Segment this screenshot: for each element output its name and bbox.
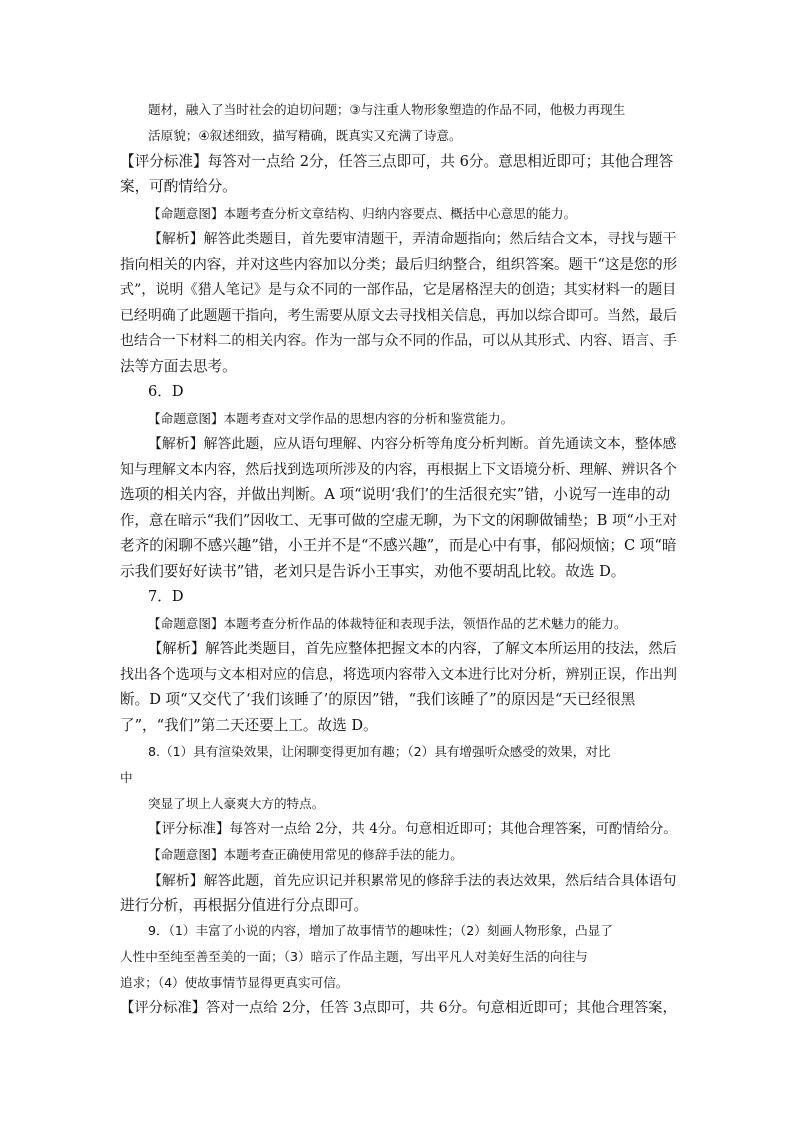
intent-8: 【命题意图】本题考查正确使用常见的修辞手法的能力。	[148, 847, 463, 862]
analysis-8-line-1: 【解析】解答此题，首先应识记并积累常见的修辞手法的表达效果，然后结合具体语句	[148, 873, 677, 889]
answer9-line-2: 人性中至纯至善至美的一面；（3）暗示了作品主题，写出平凡人对美好生活的向往与	[120, 949, 588, 964]
analysis-7-line-4: 了”，“我们”第二天还要上工。故选 D。	[120, 717, 378, 734]
scoring-standard-5-line-1: 【评分标准】每答对一点给 2分，任答三点即可，共 6分。意思相近即可；其他合理答	[120, 153, 674, 170]
analysis-7-line-2: 找出各个选项与文本相对应的信息，将选项内容带入文本进行比对分析，辨别正误，作出判	[120, 667, 677, 683]
analysis-8-line-2: 进行分析，再根据分值进行分点即可。	[120, 897, 369, 914]
analysis-7-line-1: 【解析】解答此类题目，首先应整体把握文本的内容，了解文本所运用的技法，然后	[148, 641, 677, 657]
answer5-text-line-1: 题材，融入了当时社会的迫切问题；③与注重人物形象塑造的作品不同，他极力再现生	[148, 102, 626, 117]
analysis-6-line-2: 知与理解文本内容，然后找到选项所涉及的内容，再根据上下文语境分析、理解、辨识各个	[120, 462, 677, 478]
intent-7: 【命题意图】本题考查分析作品的体裁特征和表现手法，领悟作品的艺术魅力的能力。	[148, 616, 627, 631]
analysis-6-line-5: 老齐的闲聊不感兴趣”错，小王并不是“不感兴趣”，而是心中有事，郁闷烦恼；C 项“暗	[120, 537, 677, 554]
answer9-line-1: 9．（1）丰富了小说的内容，增加了故事情节的趣味性；（2）刻画人物形象，凸显了	[148, 923, 613, 938]
analysis-6-line-6: 示我们要好好读书”错，老刘只是告诉小王事实，劝他不要胡乱比较。故选 D。	[120, 563, 626, 580]
analysis-5-line-1: 【解析】解答此类题目，首先要审清题干，弄清命题指向；然后结合文本，寻找与题干	[148, 231, 677, 247]
answer-6: 6．D	[148, 383, 184, 400]
analysis-5-line-6: 法等方面去思考。	[120, 358, 237, 375]
analysis-6-line-3: 选项的相关内容，并做出判断。A 项“说明‘我们’的生活很充实”错，小说写一连串的动	[120, 486, 671, 503]
scoring-standard-5-line-2: 案，可酌情给分。	[120, 178, 237, 195]
analysis-5-line-3: 式”，说明《猎人笔记》是与众不同的一部作品，它是屠格涅夫的创造；其实材料一的题目	[120, 282, 677, 298]
answer-7: 7．D	[148, 588, 184, 605]
analysis-7-line-3: 断。D 项“又交代了‘我们该睡了’的原因”错，“我们该睡了”的原因是“天已经很黑	[120, 691, 636, 708]
answer9-line-3: 追求；（4）使故事情节显得更真实可信。	[120, 975, 349, 990]
answer5-text-line-2: 活原貌；④叙述细致，描写精确，既真实又充满了诗意。	[148, 128, 462, 143]
scoring-standard-8: 【评分标准】每答对一点给 2分，共 4分。句意相近即可；其他合理答案，可酌情给分。	[148, 821, 677, 837]
answer8-line-2: 中	[120, 770, 133, 785]
analysis-6-line-4: 作，意在暗示“我们”因收工、无事可做的空虚无聊，为下文的闲聊做铺垫；B 项“小王对	[120, 513, 678, 529]
answer8-line-1: 8.（1）具有渲染效果，让闲聊变得更加有趣；（2）具有增强听众感受的效果，对比	[148, 744, 611, 759]
analysis-5-line-5: 也结合一下材料二的相关内容。作为一部与众不同的作品，可以从其形式、内容、语言、手	[120, 333, 677, 349]
intent-6: 【命题意图】本题考查对文学作品的思想内容的分析和鉴赏能力。	[148, 411, 514, 426]
scoring-standard-9: 【评分标准】答对一点给 2分，任答 3点即可，共 6分。句意相近即可；其他合理答案，	[120, 1000, 677, 1016]
analysis-6-line-1: 【解析】解答此题，应从语句理解、内容分析等角度分析判断。首先通读文本，整体感	[148, 436, 677, 452]
answer8-line-3: 突显了坝上人豪爽大方的特点。	[148, 796, 325, 811]
intent-5: 【命题意图】本题考查分析文章结构、归纳内容要点、概括中心意思的能力。	[148, 206, 577, 221]
analysis-5-line-4: 已经明确了此题题干指向，考生需要从原文去寻找相关信息，再加以综合即可。当然，最后	[120, 308, 677, 324]
analysis-5-line-2: 指向相关的内容，并对这些内容加以分类；最后归纳整合，组织答案。题干“这是您的形	[120, 257, 678, 273]
